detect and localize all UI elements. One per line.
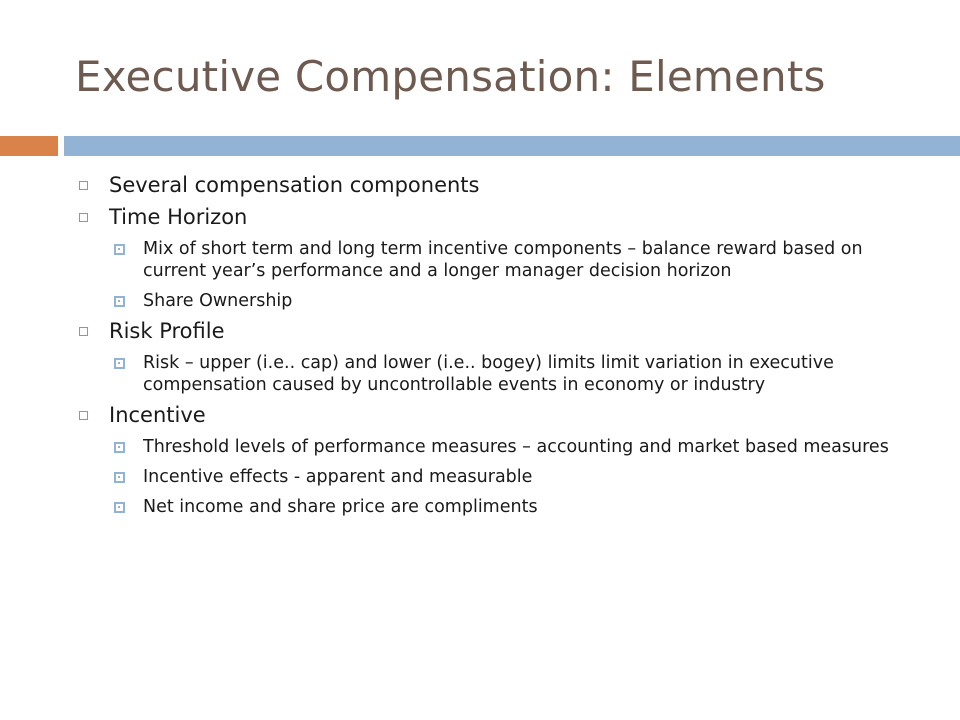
sub-bullet-risk-limits (76, 352, 903, 396)
square-bullet-icon (79, 327, 88, 336)
sub-bullet-text: Net income and share price are compliments (143, 497, 538, 517)
sub-bullet-text: Mix of short term and long term incentive components – balance reward based on current year’s performance and a longer manager decision horizon (143, 239, 863, 281)
slide-title: Executive Compensation: Elements (75, 52, 826, 101)
sub-bullet-mix-short-long-term (76, 238, 903, 282)
bullet-time-horizon (76, 204, 916, 230)
square-sub-bullet-icon (114, 358, 125, 369)
sub-bullet-text: Share Ownership (143, 291, 293, 311)
sub-bullet-incentive-effects (76, 466, 903, 488)
bullet-risk-profile (76, 318, 916, 344)
sub-bullet-share-ownership (76, 290, 903, 312)
bullet-incentive (76, 402, 916, 428)
square-bullet-icon (79, 181, 88, 190)
sub-bullet-threshold-levels (76, 436, 903, 458)
square-sub-bullet-icon (114, 442, 125, 453)
bullet-list (76, 166, 916, 518)
accent-bar-blue (64, 136, 960, 156)
square-sub-bullet-icon (114, 472, 125, 483)
accent-bar-orange (0, 136, 58, 156)
sub-bullet-net-income-share-price (76, 496, 903, 518)
square-bullet-icon (79, 213, 88, 222)
bullet-text: Incentive (109, 403, 206, 427)
bullet-several-compensation-components (76, 172, 916, 198)
square-sub-bullet-icon (114, 296, 125, 307)
bullet-text: Several compensation components (109, 173, 480, 197)
square-sub-bullet-icon (114, 502, 125, 513)
square-sub-bullet-icon (114, 244, 125, 255)
bullet-text: Time Horizon (109, 205, 248, 229)
sub-bullet-text: Risk – upper (i.e.. cap) and lower (i.e.. bogey) limits limit variation in executive compensation caused by uncontrollable events in economy or industry (143, 353, 834, 395)
sub-bullet-text: Threshold levels of performance measures – accounting and market based measures (143, 437, 889, 457)
sub-bullet-text: Incentive effects - apparent and measurable (143, 467, 533, 487)
square-bullet-icon (79, 411, 88, 420)
bullet-text: Risk Profile (109, 319, 225, 343)
